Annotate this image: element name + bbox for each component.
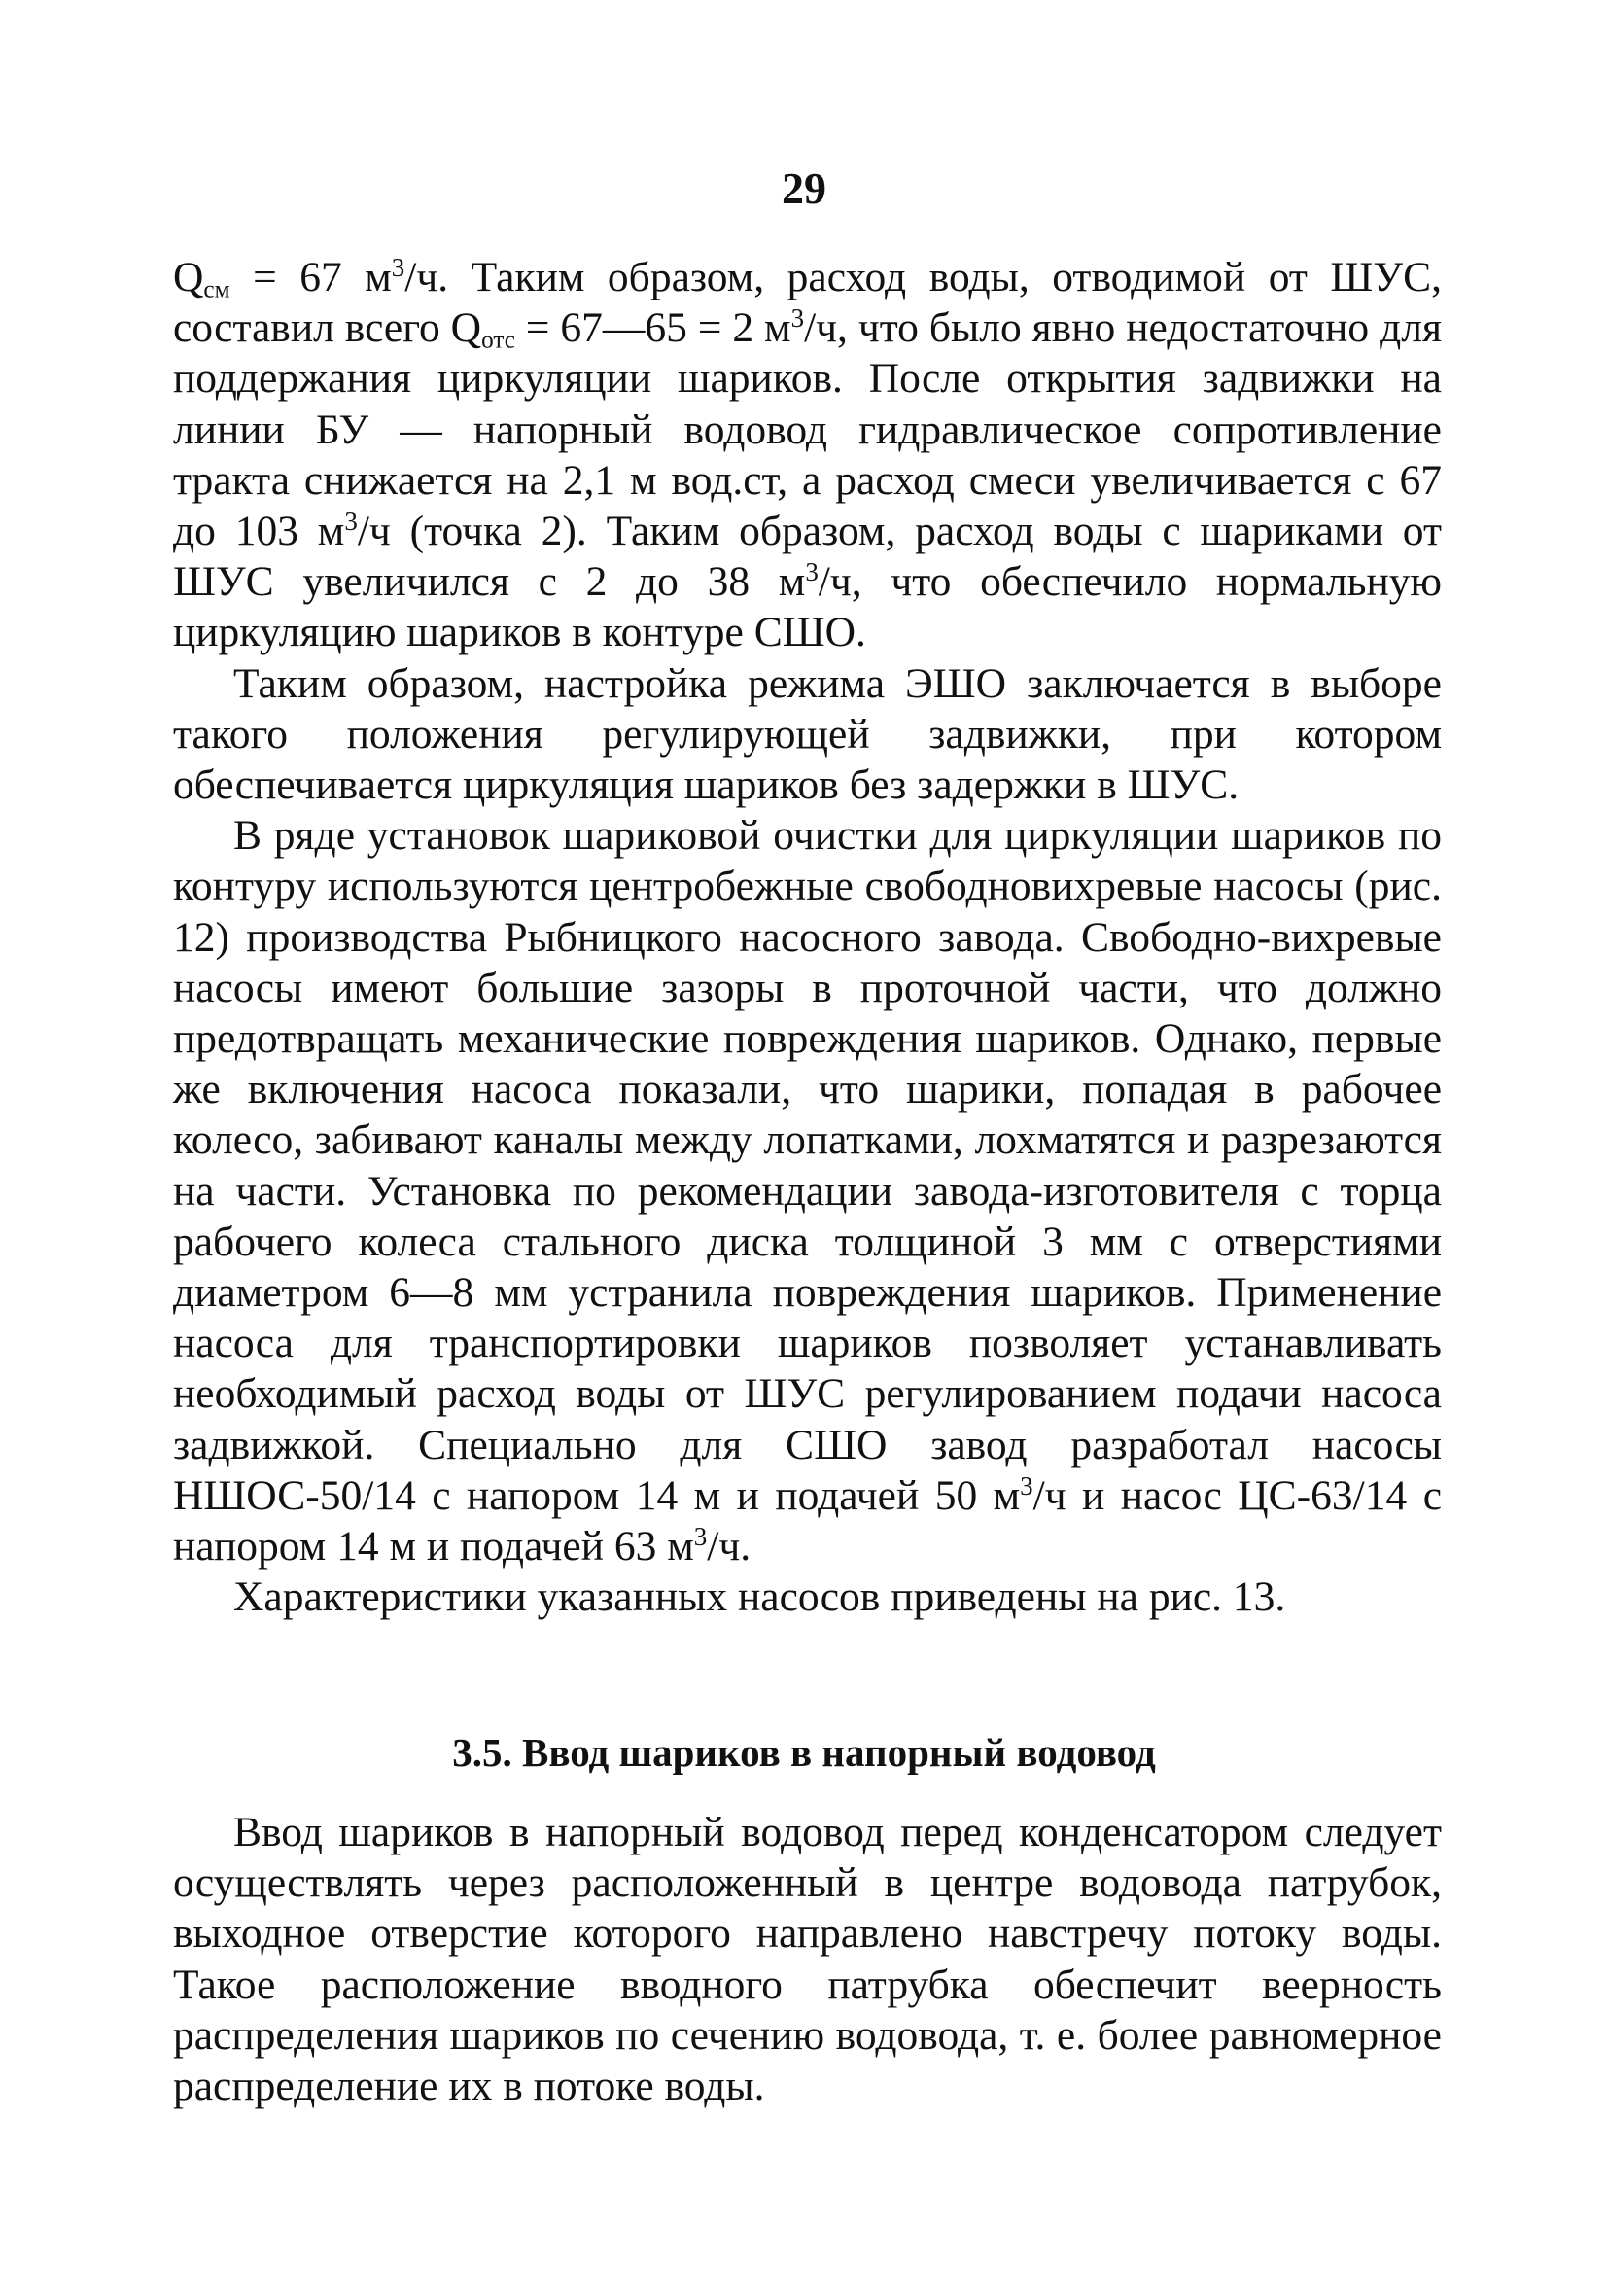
text-run: /ч, что было явно недостаточно для поддержания циркуляции шариков. После открытия задвижки на линии БУ — напорный водовод гидравлическое сопротивление тракта снижается на 2,1 м вод.ст, а расход смеси увеличивается с 67 до 103 м bbox=[173, 304, 1442, 555]
text-run: = 67 м bbox=[229, 254, 392, 300]
text-run: Q bbox=[173, 254, 204, 300]
text-run: /ч (точка 2). Таким образом, расход воды с шариками от ШУС увеличился с 2 до 38 м bbox=[173, 508, 1442, 606]
page-number: 29 bbox=[782, 163, 826, 213]
superscript: 3 bbox=[344, 507, 358, 537]
subscript: см bbox=[203, 276, 230, 303]
text-run: /ч. Таким образом, расход воды, отводимой от ШУС, составил всего Q bbox=[173, 254, 1442, 352]
body-text bbox=[173, 252, 1442, 1622]
text-run: /ч и насос ЦС-63/14 с напором 14 м и подачей 63 м bbox=[173, 1471, 1442, 1571]
text-run: /ч. bbox=[707, 1523, 752, 1571]
paragraph: Ввод шариков в напорный водовод перед конденсатором следует осуществлять через расположенный в центре водовода патрубок, выходное отверстие которого направлено навстречу потоку воды. Такое расположение вводного патрубка обеспечит веерность распределения шариков по сечению водовода, т. е. более равномерное распределение их в потоке воды. bbox=[173, 1809, 1442, 2110]
section-heading: 3.5. Ввод шариков в напорный водовод bbox=[452, 1730, 1156, 1775]
paragraph: Характеристики указанных насосов приведены на рис. 13. bbox=[233, 1573, 1286, 1621]
superscript: 3 bbox=[805, 557, 819, 587]
superscript: 3 bbox=[693, 1522, 708, 1552]
paragraph-continued bbox=[173, 252, 1442, 658]
text-run: /ч, что обеспечило нормальную циркуляцию шариков в контуре СШО. bbox=[173, 558, 1443, 656]
superscript: 3 bbox=[391, 253, 405, 283]
text-run: = 67—65 = 2 м bbox=[514, 304, 791, 352]
superscript: 3 bbox=[1020, 1471, 1033, 1501]
section-body-text bbox=[173, 1807, 1442, 2111]
paragraph bbox=[173, 810, 1442, 1572]
subscript: отс bbox=[481, 327, 515, 354]
superscript: 3 bbox=[790, 303, 805, 334]
paragraph: Таким образом, настройка режима ЭШО заключается в выборе такого положения регулирующей задвижки, при котором обеспечивается циркуляция шариков без задержки в ШУС. bbox=[173, 659, 1442, 809]
text-run: В ряде установок шариковой очистки для циркуляции шариков по контуру используются центробежные свободновихревые насосы (рис. 12) производства Рыбницкого насосного завода. Свободно-вихревые насосы имеют большие зазоры в проточной части, что должно предотвращать механические повреждения шариков. Однако, первые же включения насоса показали, что шарики, попадая в рабочее колесо, забивают каналы между лопатками, лохматятся и разрезаются на части. Установка по рекомендации завода-изготовителя с торца рабочего колеса стального диска толщиной 3 мм с отверстиями диаметром 6—8 мм устранила повреждения шариков. Применение насоса для транспортировки шариков позволяет устанавливать необходимый расход воды от ШУС регулированием подачи насоса задвижкой. Специально для СШО завод разработал насосы НШОС-50/14 с напором 14 м и подачей 50 м bbox=[173, 812, 1442, 1519]
